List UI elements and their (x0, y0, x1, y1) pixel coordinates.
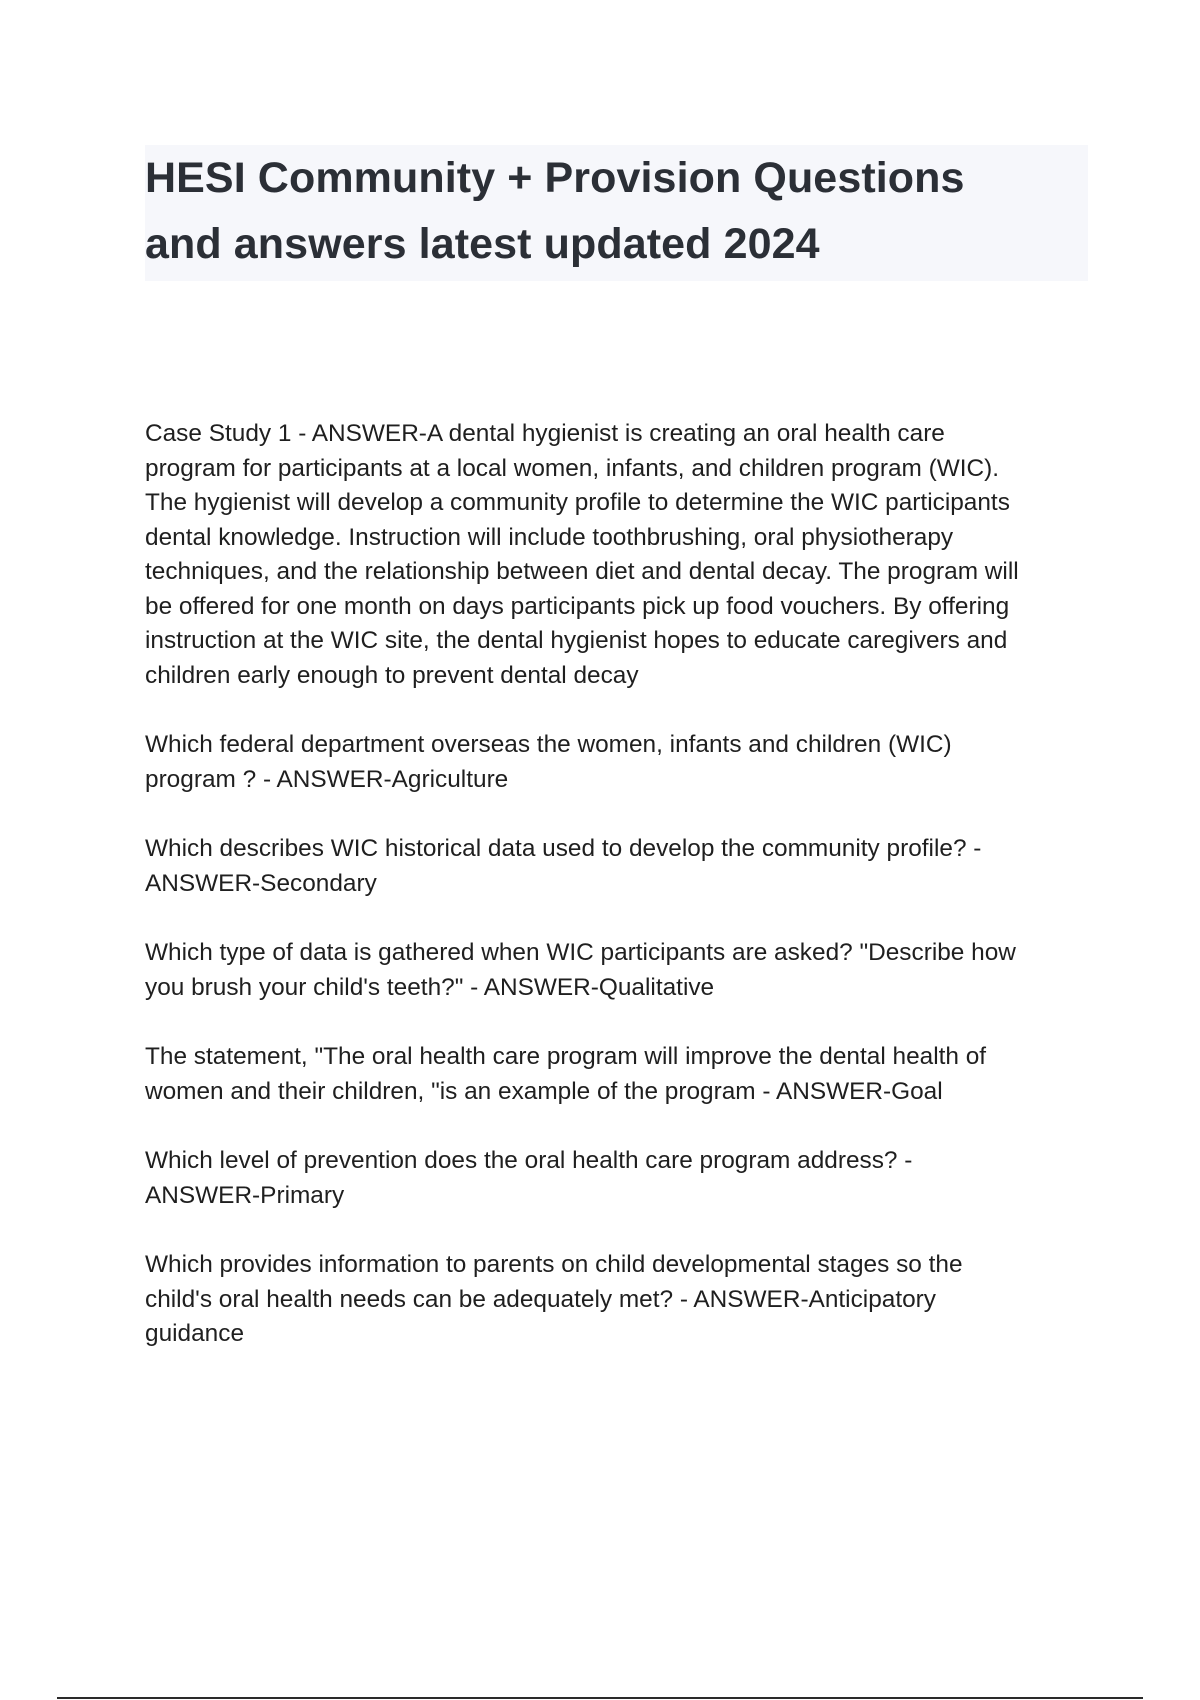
qa-line: guidance (145, 1320, 245, 1347)
qa-federal-department (145, 728, 1095, 797)
qa-line: The hygienist will develop a community profile to determine the WIC participants (145, 489, 1010, 516)
qa-line: Which type of data is gathered when WIC participants are asked? "Describe how (145, 939, 1016, 966)
qa-line: you brush your child's teeth?" - ANSWER-Qualitative (145, 973, 715, 1001)
qa-line: women and their children, "is an example of the program - ANSWER-Goal (145, 1077, 943, 1105)
qa-line: program for participants at a local women, infants, and children program (WIC). (145, 454, 1000, 482)
qa-line: instruction at the WIC site, the dental hygienist hopes to educate caregivers and (145, 627, 1008, 654)
qa-line: dental knowledge. Instruction will include toothbrushing, oral physiotherapy (145, 523, 954, 551)
qa-program-goal (145, 1040, 1095, 1109)
qa-list (145, 417, 1095, 1387)
qa-historical-data (145, 832, 1095, 901)
qa-line: Which describes WIC historical data used to develop the community profile? - (145, 835, 982, 862)
qa-line: Which federal department overseas the women, infants and children (WIC) (145, 731, 952, 758)
qa-line: Which provides information to parents on child developmental stages so the (145, 1251, 963, 1278)
qa-case-study-1 (145, 417, 1095, 693)
qa-line: children early enough to prevent dental decay (145, 661, 639, 689)
qa-line: be offered for one month on days participants pick up food vouchers. By offering (145, 592, 1010, 620)
qa-anticipatory-guidance (145, 1248, 1095, 1352)
document-title (145, 145, 1088, 277)
qa-line: techniques, and the relationship between diet and dental decay. The program will (145, 558, 1019, 585)
qa-line: Which level of prevention does the oral health care program address? - (145, 1147, 913, 1174)
qa-line: The statement, "The oral health care program will improve the dental health of (145, 1043, 987, 1070)
qa-line: child's oral health needs can be adequately met? - ANSWER-Anticipatory (145, 1285, 936, 1313)
page-bottom-divider (57, 1697, 1143, 1699)
qa-prevention-level (145, 1144, 1095, 1213)
title-line: HESI Community + Provision Questions (145, 154, 965, 202)
qa-line: ANSWER-Secondary (145, 869, 377, 897)
qa-line: ANSWER-Primary (145, 1181, 345, 1209)
title-line: and answers latest updated 2024 (145, 220, 820, 268)
qa-line: program ? - ANSWER-Agriculture (145, 765, 509, 793)
qa-line: Case Study 1 - ANSWER-A dental hygienist is creating an oral health care (145, 420, 945, 447)
qa-data-type (145, 936, 1095, 1005)
title-block (145, 145, 1088, 281)
